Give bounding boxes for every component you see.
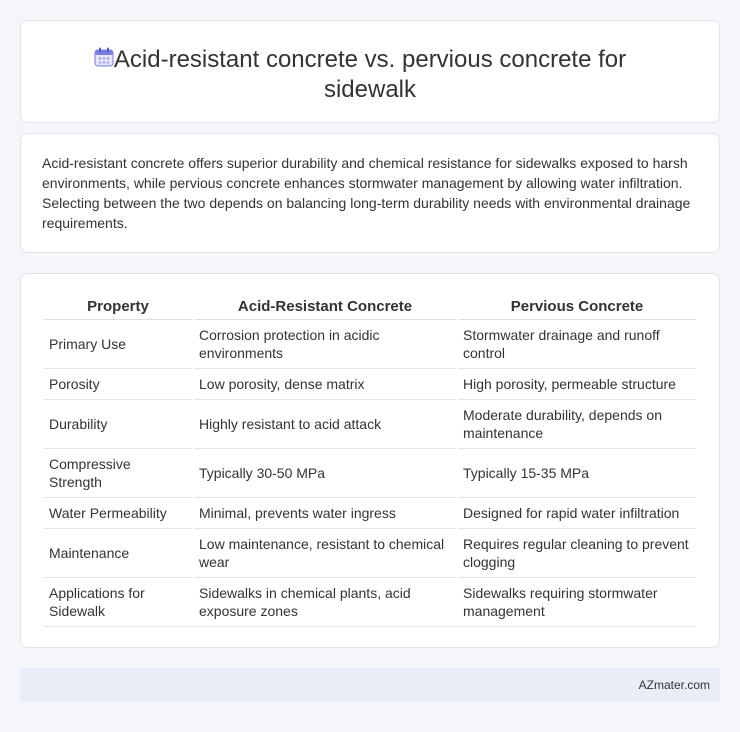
footer-brand[interactable]: AZmater.com: [638, 678, 710, 692]
row-property: Applications for Sidewalk: [44, 578, 192, 627]
row-pervious-value: Sidewalks requiring stormwater management: [458, 578, 696, 627]
intro-card: [20, 133, 720, 253]
page-title: Acid-resistant concrete vs. pervious concrete for sidewalk: [113, 46, 627, 103]
table-row: [44, 369, 696, 400]
comparison-card: [20, 273, 720, 648]
table-row: [44, 449, 696, 498]
row-pervious-value: High porosity, permeable structure: [458, 369, 696, 400]
title-card: [20, 20, 720, 123]
footer-bar: [20, 668, 720, 702]
row-acid-value: Highly resistant to acid attack: [194, 400, 456, 449]
row-property: Water Permeability: [44, 498, 192, 529]
comparison-table: [42, 292, 698, 627]
row-acid-value: Low porosity, dense matrix: [194, 369, 456, 400]
row-property: Porosity: [44, 369, 192, 400]
header-pervious: Pervious Concrete: [458, 292, 696, 320]
header-property: Property: [44, 292, 192, 320]
row-acid-value: Low maintenance, resistant to chemical wear: [194, 529, 456, 578]
table-header-row: [44, 292, 696, 320]
row-pervious-value: Typically 15-35 MPa: [458, 449, 696, 498]
row-property: Maintenance: [44, 529, 192, 578]
row-acid-value: Typically 30-50 MPa: [194, 449, 456, 498]
row-property: Compressive Strength: [44, 449, 192, 498]
table-row: [44, 529, 696, 578]
row-pervious-value: Designed for rapid water infiltration: [458, 498, 696, 529]
intro-paragraph: Acid-resistant concrete offers superior durability and chemical resistance for sidewalks exposed to harsh environments, while pervious concrete enhances stormwater management by allowing water infiltration. Selecting between the two depends on balancing long-term durability needs with environmental drainage requirements.: [42, 155, 691, 231]
row-property: Primary Use: [44, 320, 192, 369]
table-row: [44, 578, 696, 627]
row-acid-value: Minimal, prevents water ingress: [194, 498, 456, 529]
row-pervious-value: Requires regular cleaning to prevent clogging: [458, 529, 696, 578]
row-pervious-value: Stormwater drainage and runoff control: [458, 320, 696, 369]
row-pervious-value: Moderate durability, depends on maintenance: [458, 400, 696, 449]
row-acid-value: Sidewalks in chemical plants, acid exposure zones: [194, 578, 456, 627]
table-row: [44, 400, 696, 449]
row-acid-value: Corrosion protection in acidic environments: [194, 320, 456, 369]
header-acid-resistant: Acid-Resistant Concrete: [194, 292, 456, 320]
row-property: Durability: [44, 400, 192, 449]
table-row: [44, 320, 696, 369]
table-row: [44, 498, 696, 529]
